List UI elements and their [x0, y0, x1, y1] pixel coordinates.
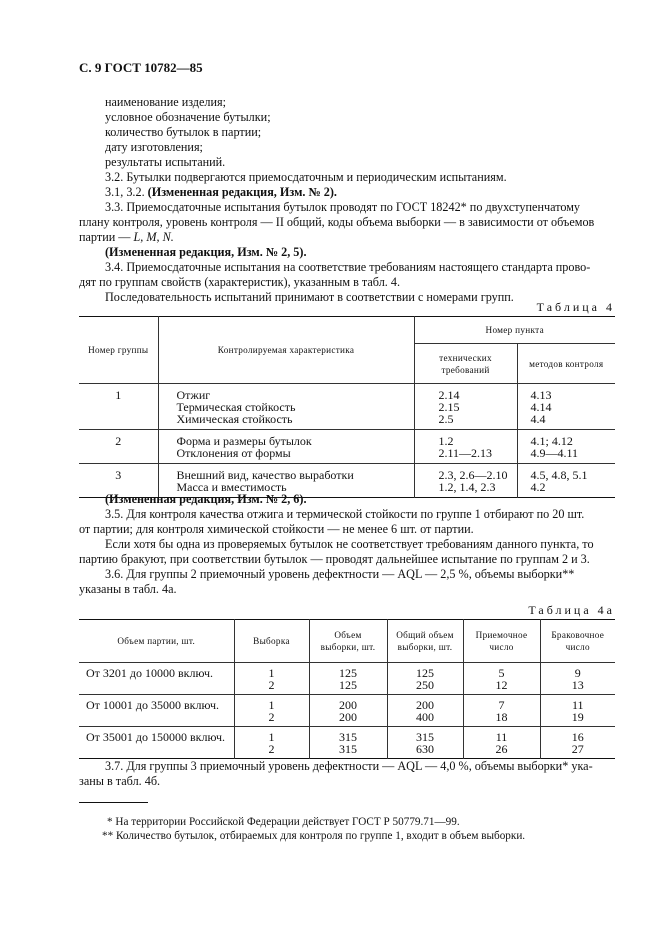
value: 26	[495, 742, 508, 756]
characteristic: Отклонения от формы	[176, 446, 291, 460]
table-row	[79, 727, 615, 759]
group-number: 1	[79, 384, 158, 430]
method-ref: 4.5, 4.8, 5.1	[530, 468, 588, 482]
header-sample-size	[309, 620, 387, 663]
value: 7	[498, 698, 505, 712]
footnote-divider	[79, 802, 148, 803]
value: 200	[416, 698, 434, 712]
paragraph-test-sequence: Последовательность испытаний принимают в соответствии с номерами групп.	[105, 290, 514, 304]
header-line: выборки, шт.	[397, 642, 453, 652]
value: 1	[268, 666, 275, 680]
value: 19	[571, 710, 584, 724]
list-item: количество бутылок в партии;	[105, 125, 262, 139]
paragraph-3-6-line1: 3.6. Для группы 2 приемочный уровень дефектности — AQL — 2,5 %, объемы выборки**	[105, 567, 575, 581]
table-row	[79, 384, 615, 430]
paragraph-3-6-line2: указаны в табл. 4а.	[79, 582, 177, 596]
value: 2	[268, 710, 275, 724]
sample-cell	[234, 727, 309, 759]
value: 11	[495, 730, 508, 744]
table-4-caption: Таблица 4	[536, 300, 615, 314]
header-acceptance-number	[463, 620, 540, 663]
value: 2	[268, 742, 275, 756]
table-row	[79, 430, 615, 464]
paragraph-3-1-3-2-edit	[79, 185, 615, 200]
list-item: наименование изделия;	[105, 95, 227, 109]
lot-codes: L, M, N.	[133, 230, 174, 244]
header-item-number: Номер пункта	[414, 317, 615, 344]
list-item: дату изготовления;	[105, 140, 203, 154]
value: 315	[416, 730, 434, 744]
characteristic: Масса и вместимость	[176, 480, 287, 494]
methods-cell	[517, 430, 615, 464]
paragraph-3-7-line2: заны в табл. 4б.	[79, 774, 161, 788]
edit-prefix: 3.1, 3.2.	[105, 185, 145, 199]
paragraph-3-4-line1: 3.4. Приемосдаточные испытания на соответствие требованиям настоящего стандарта прово-	[105, 260, 591, 274]
characteristic: Термическая стойкость	[176, 400, 296, 414]
value: 11	[571, 698, 584, 712]
tech-ref: 2.11—2.13	[438, 446, 493, 460]
method-ref: 4.13	[530, 388, 552, 402]
tech-ref: 2.14	[438, 388, 460, 402]
value: 27	[571, 742, 584, 756]
edit-note-2-6: (Измененная редакция, Изм. № 2, 6).	[105, 492, 307, 506]
characteristic: Внешний вид, качество выработки	[176, 468, 354, 482]
size-cell	[309, 663, 387, 695]
header-tech-line2: требований	[441, 364, 490, 375]
header-tech-line1: технических	[439, 352, 492, 363]
table-4	[79, 316, 615, 498]
value: 1	[268, 730, 275, 744]
marking-list	[105, 95, 271, 170]
accept-cell	[463, 663, 540, 695]
method-ref: 4.1; 4.12	[530, 434, 573, 448]
footnote-2: ** Количество бутылок, отбираемых для контроля по группе 1, входит в объем выборки.	[102, 830, 526, 842]
value: 1	[268, 698, 275, 712]
characteristics-cell	[158, 430, 414, 464]
header-rejection-number	[540, 620, 615, 663]
value: 5	[498, 666, 505, 680]
reject-cell	[540, 695, 615, 727]
paragraph-3-3-prefix: партии —	[79, 230, 134, 244]
total-cell	[387, 663, 463, 695]
paragraph-3-3-line2: плану контроля, уровень контроля — II общий, коды объема выборки — в зависимости от объемов	[79, 215, 595, 229]
table-4a-caption: Таблица 4а	[528, 603, 615, 617]
header-sample: Выборка	[234, 620, 309, 663]
value: 125	[416, 666, 434, 680]
tech-ref: 2.5	[438, 412, 454, 426]
header-line: Приемочное	[475, 630, 528, 640]
paragraph-rejection-line1: Если хотя бы одна из проверяемых бутылок не соответствует требованиям данного пункта, то	[105, 537, 594, 551]
reject-cell	[540, 727, 615, 759]
method-ref: 4.2	[530, 480, 546, 494]
header-lot-size: Объем партии, шт.	[79, 620, 234, 663]
lot-size: От 10001 до 35000 включ.	[79, 695, 234, 727]
tech-cell	[414, 430, 517, 464]
paragraph-3-3-line1: 3.3. Приемосдаточные испытания бутылок проводят по ГОСТ 18242* по двухступенчатому	[105, 200, 581, 214]
value: 630	[416, 742, 434, 756]
lot-size: От 3201 до 10000 включ.	[79, 663, 234, 695]
accept-cell	[463, 727, 540, 759]
group-number: 2	[79, 430, 158, 464]
value: 9	[574, 666, 581, 680]
paragraph-3-2: 3.2. Бутылки подвергаются приемосдаточным и периодическим испытаниям.	[105, 170, 507, 184]
tech-ref: 2.3, 2.6—2.10	[438, 468, 508, 482]
value: 125	[339, 666, 357, 680]
paragraph-rejection-line2: партию бракуют, при соответствии бутылок — проводят дальнейшее испытание по группам 2 и 3.	[79, 552, 590, 566]
list-item: результаты испытаний.	[105, 155, 226, 169]
characteristic: Химическая стойкость	[176, 412, 293, 426]
list-item: условное обозначение бутылки;	[105, 110, 271, 124]
group-number: 3	[79, 464, 158, 498]
method-ref: 4.14	[530, 400, 552, 414]
page-header: С. 9 ГОСТ 10782—85	[79, 60, 203, 75]
table-row	[79, 663, 615, 695]
value: 2	[268, 678, 275, 692]
edit-note-2-5: (Измененная редакция, Изм. № 2, 5).	[105, 245, 307, 259]
value: 200	[339, 710, 357, 724]
value: 200	[339, 698, 357, 712]
edit-note: (Измененная редакция, Изм. № 2).	[147, 185, 337, 199]
value: 125	[339, 678, 357, 692]
size-cell	[309, 695, 387, 727]
characteristics-cell	[158, 384, 414, 430]
header-line: число	[565, 642, 590, 652]
header-technical-requirements	[414, 344, 517, 384]
header-line: Общий объем	[396, 630, 454, 640]
paragraph-3-5-line1: 3.5. Для контроля качества отжига и термической стойкости по группе 1 отбирают по 20 шт.	[105, 507, 585, 521]
header-line: число	[489, 642, 514, 652]
reject-cell	[540, 663, 615, 695]
lot-size: От 35001 до 150000 включ.	[79, 727, 234, 759]
tech-ref: 1.2	[438, 434, 454, 448]
header-line: Объем	[334, 630, 362, 640]
method-ref: 4.9—4.11	[530, 446, 579, 460]
total-cell	[387, 727, 463, 759]
value: 250	[416, 678, 434, 692]
paragraph-3-5-line2: от партии; для контроля химической стойкости — не менее 6 шт. от партии.	[79, 522, 474, 536]
characteristic: Отжиг	[176, 388, 211, 402]
accept-cell	[463, 695, 540, 727]
sample-cell	[234, 695, 309, 727]
header-line: выборки, шт.	[320, 642, 376, 652]
value: 315	[339, 742, 357, 756]
paragraph-3-7-line1: 3.7. Для группы 3 приемочный уровень дефектности — AQL — 4,0 %, объемы выборки* ука-	[105, 759, 593, 773]
tech-ref: 1.2, 1.4, 2.3	[438, 480, 496, 494]
header-characteristic: Контролируемая характеристика	[158, 317, 414, 384]
header-control-methods: методов контроля	[517, 344, 615, 384]
tech-ref: 2.15	[438, 400, 460, 414]
total-cell	[387, 695, 463, 727]
header-line: Браковочное	[551, 630, 605, 640]
value: 12	[495, 678, 508, 692]
value: 13	[571, 678, 584, 692]
table-4a	[79, 619, 615, 759]
footnote-1: * На территории Российской Федерации действует ГОСТ Р 50779.71—99.	[107, 816, 460, 828]
characteristic: Форма и размеры бутылок	[176, 434, 312, 448]
header-group-number: Номер группы	[79, 317, 158, 384]
header-total-sample-size	[387, 620, 463, 663]
value: 16	[571, 730, 584, 744]
method-ref: 4.4	[530, 412, 546, 426]
value: 315	[339, 730, 357, 744]
value: 400	[416, 710, 434, 724]
methods-cell	[517, 384, 615, 430]
size-cell	[309, 727, 387, 759]
table-row	[79, 695, 615, 727]
sample-cell	[234, 663, 309, 695]
paragraph-3-3-line3	[79, 230, 615, 245]
paragraph-3-4-line2: дят по группам свойств (характеристик), указанным в табл. 4.	[79, 275, 401, 289]
tech-cell	[414, 384, 517, 430]
value: 18	[495, 710, 508, 724]
